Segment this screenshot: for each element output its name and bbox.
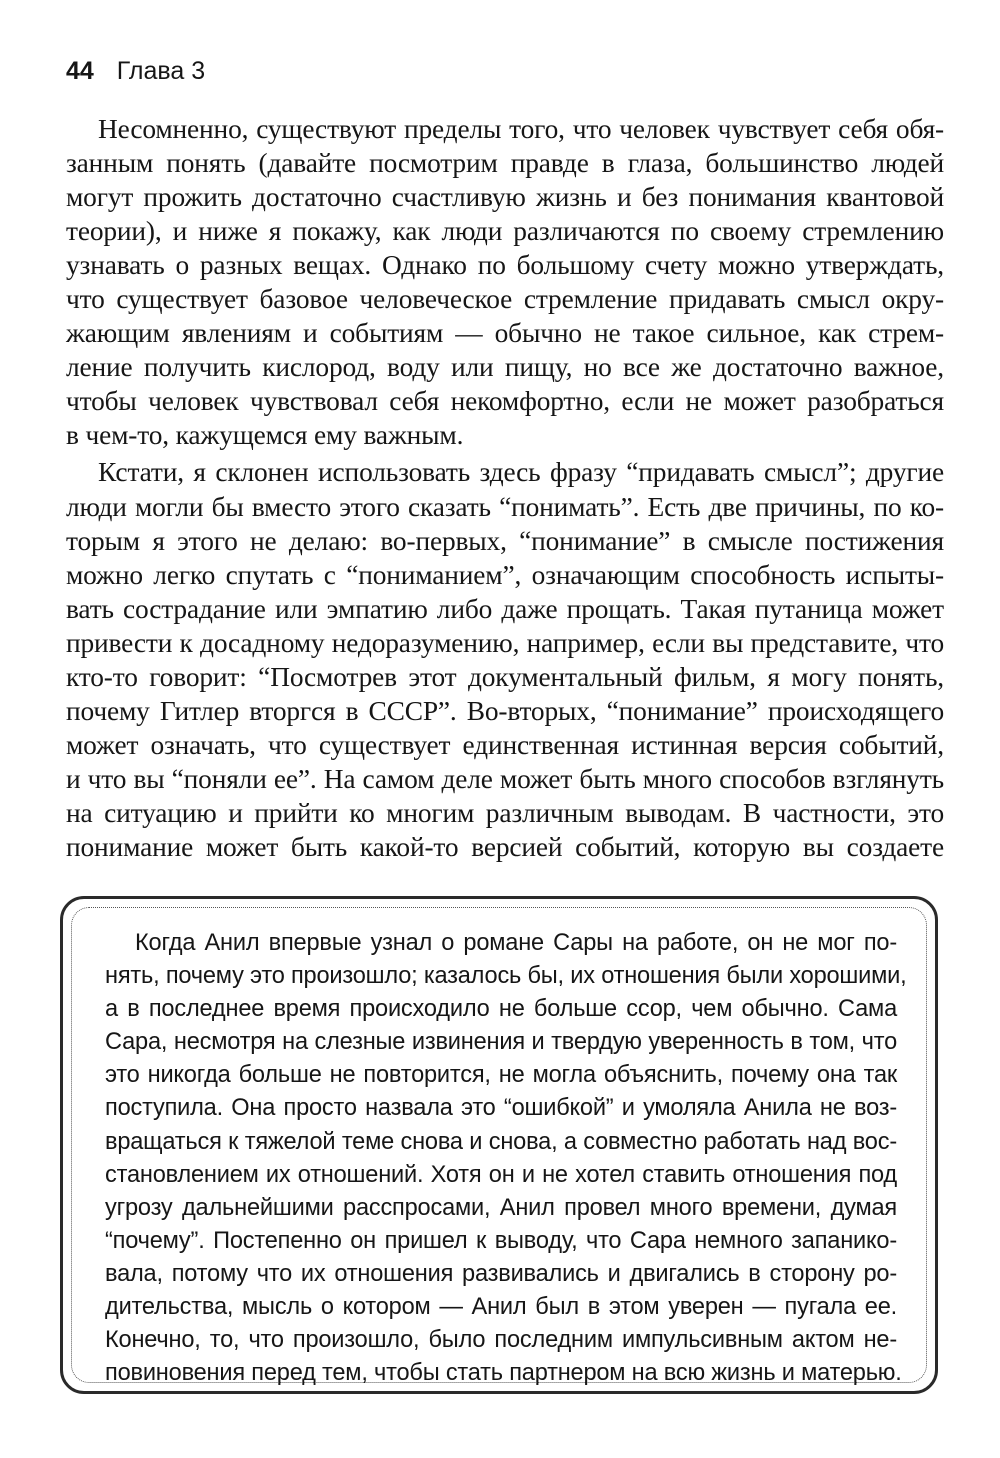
- text-line: занным понять (давайте посмотрим правде в глаза, большинство людей: [66, 148, 944, 179]
- text-line: на ситуацию и прийти ко многим различным выводам. В частности, это: [66, 797, 944, 828]
- main-text: [66, 112, 944, 864]
- text-line: и что вы “поняли ее”. На самом деле может быть много способов взглянуть: [66, 763, 944, 794]
- text-line: теории), и ниже я покажу, как люди различаются по своему стремлению: [66, 216, 944, 247]
- box-line: это никогда больше не повторится, не могла объяснить, почему она так: [105, 1062, 897, 1089]
- text-line: привести к досадному недоразумению, например, если вы представите, что: [66, 627, 944, 658]
- box-line: вала, потому что их отношения развивались и двигались в сторону ро-: [105, 1260, 897, 1287]
- case-study-text: [105, 927, 907, 1390]
- running-header: [66, 56, 205, 86]
- text-line: жающим явлениям и событиям — обычно не такое сильное, как стрем-: [66, 318, 944, 349]
- case-study-box: [60, 896, 938, 1394]
- text-line: в чем-то, кажущемся ему важным.: [66, 420, 464, 451]
- text-line: понимание может быть какой-то версией событий, которую вы создаете: [66, 831, 944, 862]
- text-line: что существует базовое человеческое стремление придавать смысл окру-: [66, 284, 944, 315]
- text-line: можно легко спутать с “пониманием”, означающим способность испыты-: [66, 559, 944, 590]
- chapter-title: Глава 3: [116, 57, 206, 85]
- text-line: могут прожить достаточно счастливую жизнь и без понимания квантовой: [66, 182, 944, 213]
- paragraph-2: [66, 455, 944, 864]
- box-line: вращаться к тяжелой теме снова и снова, а совместно работать над вос-: [105, 1128, 897, 1155]
- text-line: ление получить кислород, воду или пищу, но все же достаточно важное,: [66, 352, 944, 383]
- text-line: Несомненно, существуют пределы того, что человек чувствует себя обя-: [98, 114, 944, 144]
- box-line: Сара, несмотря на слезные извинения и твердую уверенность в том, что: [105, 1029, 897, 1056]
- box-line: поступила. Она просто назвала это “ошибкой” и умоляла Анила не воз-: [105, 1095, 897, 1122]
- text-line: чтобы человек чувствовал себя некомфортно, если не может разобраться: [66, 386, 944, 417]
- text-line: люди могли бы вместо этого сказать “понимать”. Есть две причины, по ко-: [66, 491, 944, 522]
- box-line: дительства, мысль о котором — Анил был в этом уверен — пугала ее.: [105, 1294, 897, 1321]
- paragraph-1: [66, 112, 944, 452]
- text-line: может означать, что существует единственная истинная версия событий,: [66, 729, 944, 760]
- text-line: почему Гитлер вторгся в СССР”. Во-вторых, “понимание” происходящего: [66, 695, 944, 726]
- box-line: Когда Анил впервые узнал о романе Сары на работе, он не мог по-: [135, 930, 897, 956]
- box-line: Конечно, то, что произошло, было последним импульсивным актом не-: [105, 1327, 897, 1354]
- text-line: вать сострадание или эмпатию либо даже прощать. Такая путаница может: [66, 593, 944, 624]
- box-line: угрозу дальнейшими расспросами, Анил провел много времени, думая: [105, 1194, 897, 1221]
- box-line: повиновения перед тем, чтобы стать партнером на всю жизнь и матерью.: [105, 1360, 902, 1387]
- box-line: а в последнее время происходило не больше ссор, чем обычно. Сама: [105, 996, 897, 1023]
- box-line: становлением их отношений. Хотя он и не хотел ставить отношения под: [105, 1161, 897, 1188]
- text-line: узнавать о разных вещах. Однако по большому счету можно утверждать,: [66, 250, 944, 281]
- box-line: “почему”. Постепенно он пришел к выводу, что Сара немного запанико-: [105, 1227, 897, 1254]
- text-line: торым я этого не делаю: во-первых, “понимание” в смысле постижения: [66, 525, 944, 556]
- text-line: кто-то говорит: “Посмотрев этот документальный фильм, я могу понять,: [66, 661, 944, 692]
- box-line: нять, почему это произошло; казалось бы, их отношения были хорошими,: [105, 963, 907, 990]
- page-number: 44: [66, 57, 94, 85]
- text-line: Кстати, я склонен использовать здесь фразу “придавать смысл”; другие: [98, 457, 944, 488]
